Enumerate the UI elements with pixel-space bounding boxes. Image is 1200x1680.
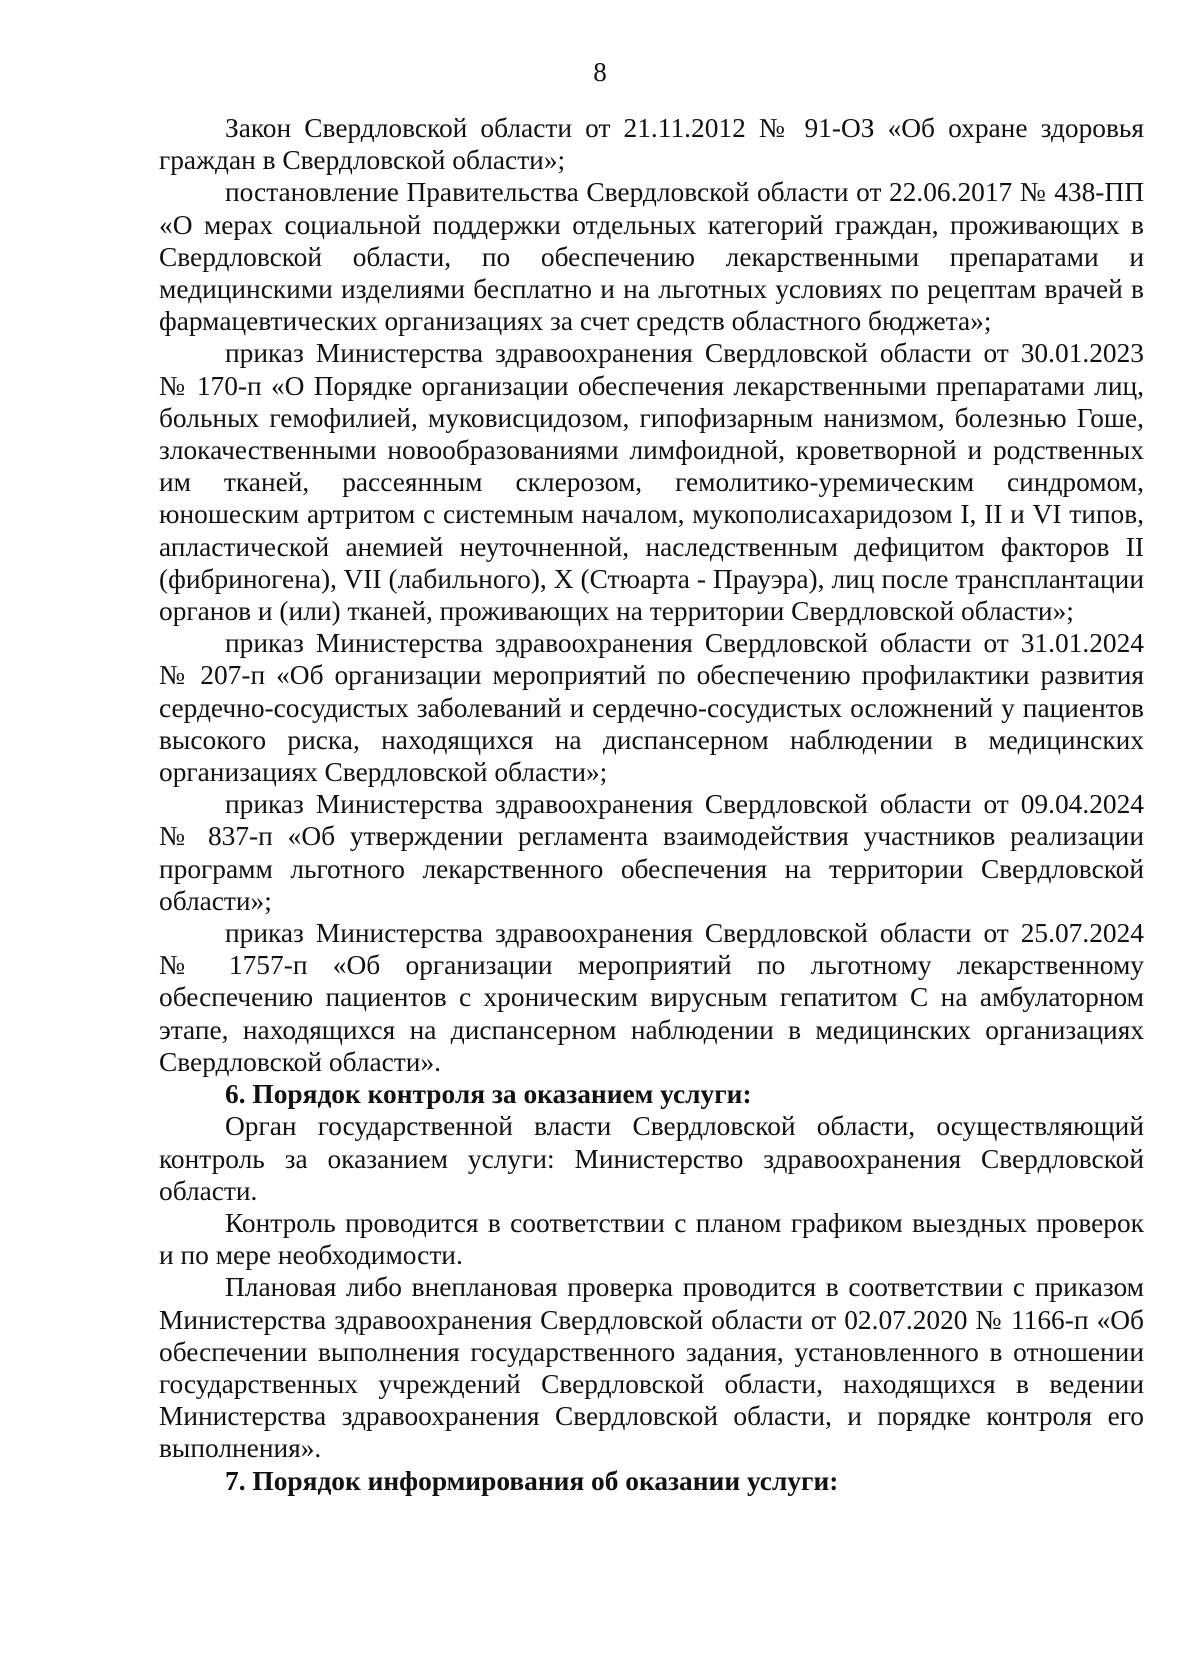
paragraph-order-837-p: приказ Министерства здравоохранения Свердловской области от 09.04.2024 № 837-п «Об утверждении регламента взаимодействия участников реализации программ льготного лекарственного обеспечения на территории Свердловской области»; [159,789,1144,916]
paragraph-order-207-p: приказ Министерства здравоохранения Свердловской области от 31.01.2024 № 207-п «Об организации мероприятий по обеспечению профилактики развития сердечно-сосудистых заболеваний и сердечно-сосудистых осложнений у пациентов высокого риска, находящихся на диспансерном наблюдении в медицинских организациях Свердловской области»; [159,628,1144,788]
section-heading-6: 6. Порядок контроля за оказанием услуги: [225,1079,752,1110]
paragraph-control-schedule: Контроль проводится в соответствии с планом графиком выездных проверок и по мере необходимости. [159,1207,1144,1271]
section-heading-7: 7. Порядок информирования об оказании услуги: [225,1465,839,1496]
paragraph-control-authority: Орган государственной власти Свердловской области, осуществляющий контроль за оказанием услуги: Министерство здравоохранения Свердловской области. [159,1111,1144,1206]
paragraph-inspection-order: Плановая либо внеплановая проверка проводится в соответствии с приказом Министерства здравоохранения Свердловской области от 02.07.2020 № 1166-п «Об обеспечении выполнения государственного задания, установленного в отношении государственных учреждений Свердловской области, находящихся в ведении Министерства здравоохранения Свердловской области, и порядке контроля его выполнения». [159,1272,1144,1464]
paragraph-resolution-438-pp: постановление Правительства Свердловской области от 22.06.2017 № 438-ПП «О мерах социальной поддержки отдельных категорий граждан, проживающих в Свердловской области, по обеспечению лекарственными препаратами и медицинскими изделиями бесплатно и на льготных условиях по рецептам врачей в фармацевтических организациях за счет средств областного бюджета»; [159,177,1144,337]
paragraph-order-170-p: приказ Министерства здравоохранения Свердловской области от 30.01.2023 № 170-п «О Порядке организации обеспечения лекарственными препаратами лиц, больных гемофилией, муковисцидозом, гипофизарным нанизмом, болезнью Гоше, злокачественными новообразованиями лимфоидной, кроветворной и родственных им тканей, рассеянным склерозом, гемолитико-уремическим синдромом, юношеским артритом с системным началом, мукополисахаридозом I, II и VI типов, апластической анемией неуточненной, наследственным дефицитом факторов II (фибриногена), VII (лабильного), X (Стюарта - Прауэра), лиц после трансплантации органов и (или) тканей, проживающих на территории Свердловской области»; [159,338,1144,627]
paragraph-order-1757-p: приказ Министерства здравоохранения Свердловской области от 25.07.2024 № 1757-п «Об организации мероприятий по льготному лекарственному обеспечению пациентов с хроническим вирусным гепатитом С на амбулаторном этапе, находящихся на диспансерном наблюдении в медицинских организациях Свердловской области». [159,918,1144,1077]
document-body [159,112,1144,1497]
paragraph-law-91-oz: Закон Свердловской области от 21.11.2012 № 91-ОЗ «Об охране здоровья граждан в Свердловской области»; [159,113,1144,176]
page-number: 8 [593,57,607,87]
